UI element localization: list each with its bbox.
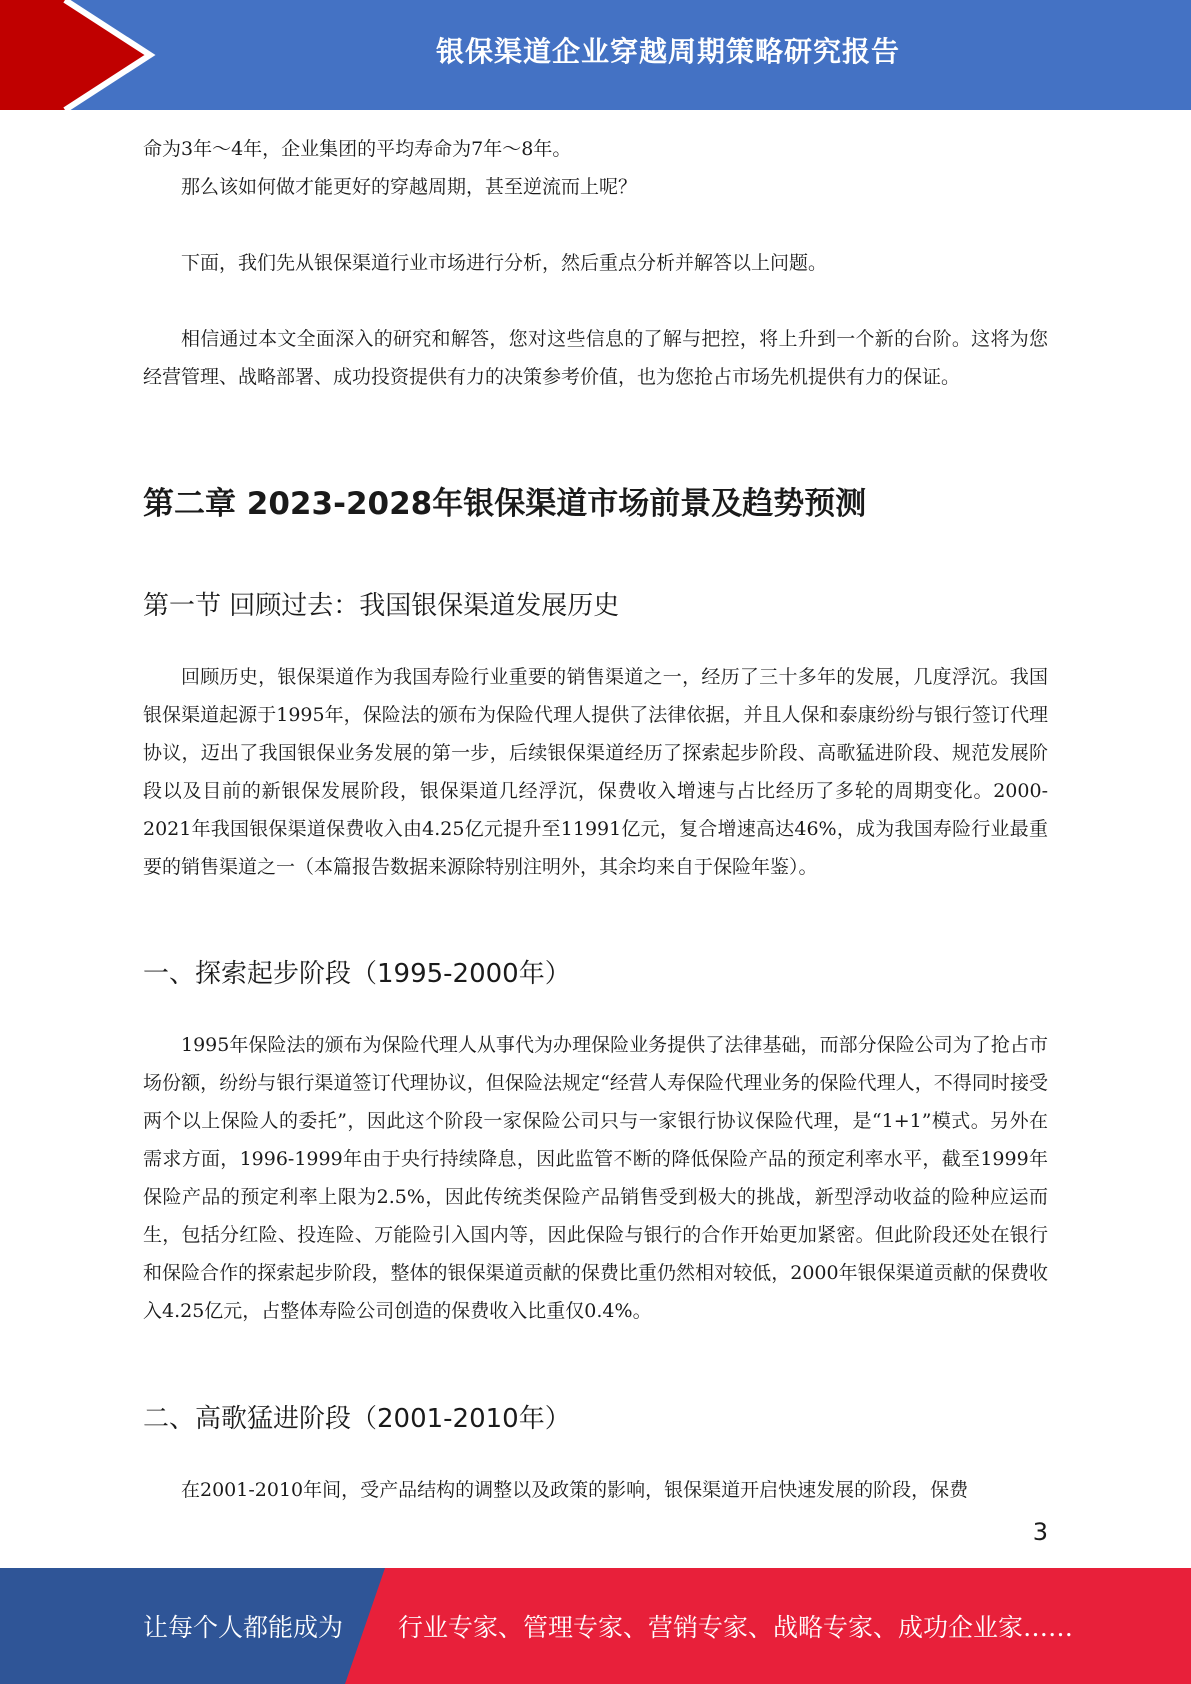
subsection-heading-2: 二、高歌猛进阶段（2001-2010年）	[143, 1404, 571, 1434]
subsection-paragraph-1: 1995年保险法的颁布为保险代理人从事代为办理保险业务提供了法律基础，而部分保险公司为了抢占市场份额，纷纷与银行渠道签订代理协议，但保险法规定“经营人寿保险代理业务的保险代理人，不得同时接受两个以上保险人的委托”，因此这个阶段一家保险公司只与一家银行协议保险代理，是“1+1”模式。另外在需求方面，1996-1999年由于央行持续降息，因此监管不断的降低保险产品的预定利率水平，截至1999年保险产品的预定利率上限为2.5%，因此传统类保险产品销售受到极大的挑战，新型浮动收益的险种应运而生，包括分红险、投连险、万能险引入国内等，因此保险与银行的合作开始更加紧密。但此阶段还处在银行和保险合作的探索起步阶段，整体的银保渠道贡献的保费比重仍然相对较低，2000年银保渠道贡献的保费收入4.25亿元，占整体寿险公司创造的保费收入比重仅0.4%。	[143, 1034, 1048, 1322]
report-title: 银保渠道企业穿越周期策略研究报告	[435, 35, 900, 68]
section-heading: 第一节 回顾过去：我国银保渠道发展历史	[143, 591, 620, 621]
intro-paragraph-2: 那么该如何做才能更好的穿越周期，甚至逆流而上呢？	[181, 176, 638, 198]
page-number: 3	[1032, 1518, 1048, 1546]
footer-slogan-right: 行业专家、管理专家、营销专家、战略专家、成功企业家……	[398, 1613, 1074, 1642]
footer-slogan-left: 让每个人都能成为	[143, 1613, 344, 1642]
page-footer	[0, 1568, 1191, 1684]
subsection-heading-1: 一、探索起步阶段（1995-2000年）	[143, 959, 571, 989]
chapter-heading: 第二章 2023-2028年银保渠道市场前景及趋势预测	[143, 486, 867, 522]
section-paragraph: 回顾历史，银保渠道作为我国寿险行业重要的销售渠道之一，经历了三十多年的发展，几度浮沉。我国银保渠道起源于1995年，保险法的颁布为保险代理人提供了法律依据，并且人保和泰康纷纷与银行签订代理协议，迈出了我国银保业务发展的第一步，后续银保渠道经历了探索起步阶段、高歌猛进阶段、规范发展阶段以及目前的新银保发展阶段，银保渠道几经浮沉，保费收入增速与占比经历了多轮的周期变化。2000-2021年我国银保渠道保费收入由4.25亿元提升至11991亿元，复合增速高达46%，成为我国寿险行业最重要的销售渠道之一（本篇报告数据来源除特别注明外，其余均来自于保险年鉴）。	[143, 666, 1048, 878]
intro-paragraph-4: 相信通过本文全面深入的研究和解答，您对这些信息的了解与把控，将上升到一个新的台阶。这将为您经营管理、战略部署、成功投资提供有力的决策参考价值，也为您抢占市场先机提供有力的保证。	[143, 328, 1048, 388]
subsection-paragraph-2: 在2001-2010年间，受产品结构的调整以及政策的影响，银保渠道开启快速发展的阶段，保费	[181, 1479, 969, 1501]
intro-paragraph-3: 下面，我们先从银保渠道行业市场进行分析，然后重点分析并解答以上问题。	[181, 252, 828, 274]
page-header	[0, 0, 1191, 110]
header-chevron-shape	[0, 0, 160, 110]
intro-paragraph-1: 命为3年～4年，企业集团的平均寿命为7年～8年。	[143, 138, 572, 160]
